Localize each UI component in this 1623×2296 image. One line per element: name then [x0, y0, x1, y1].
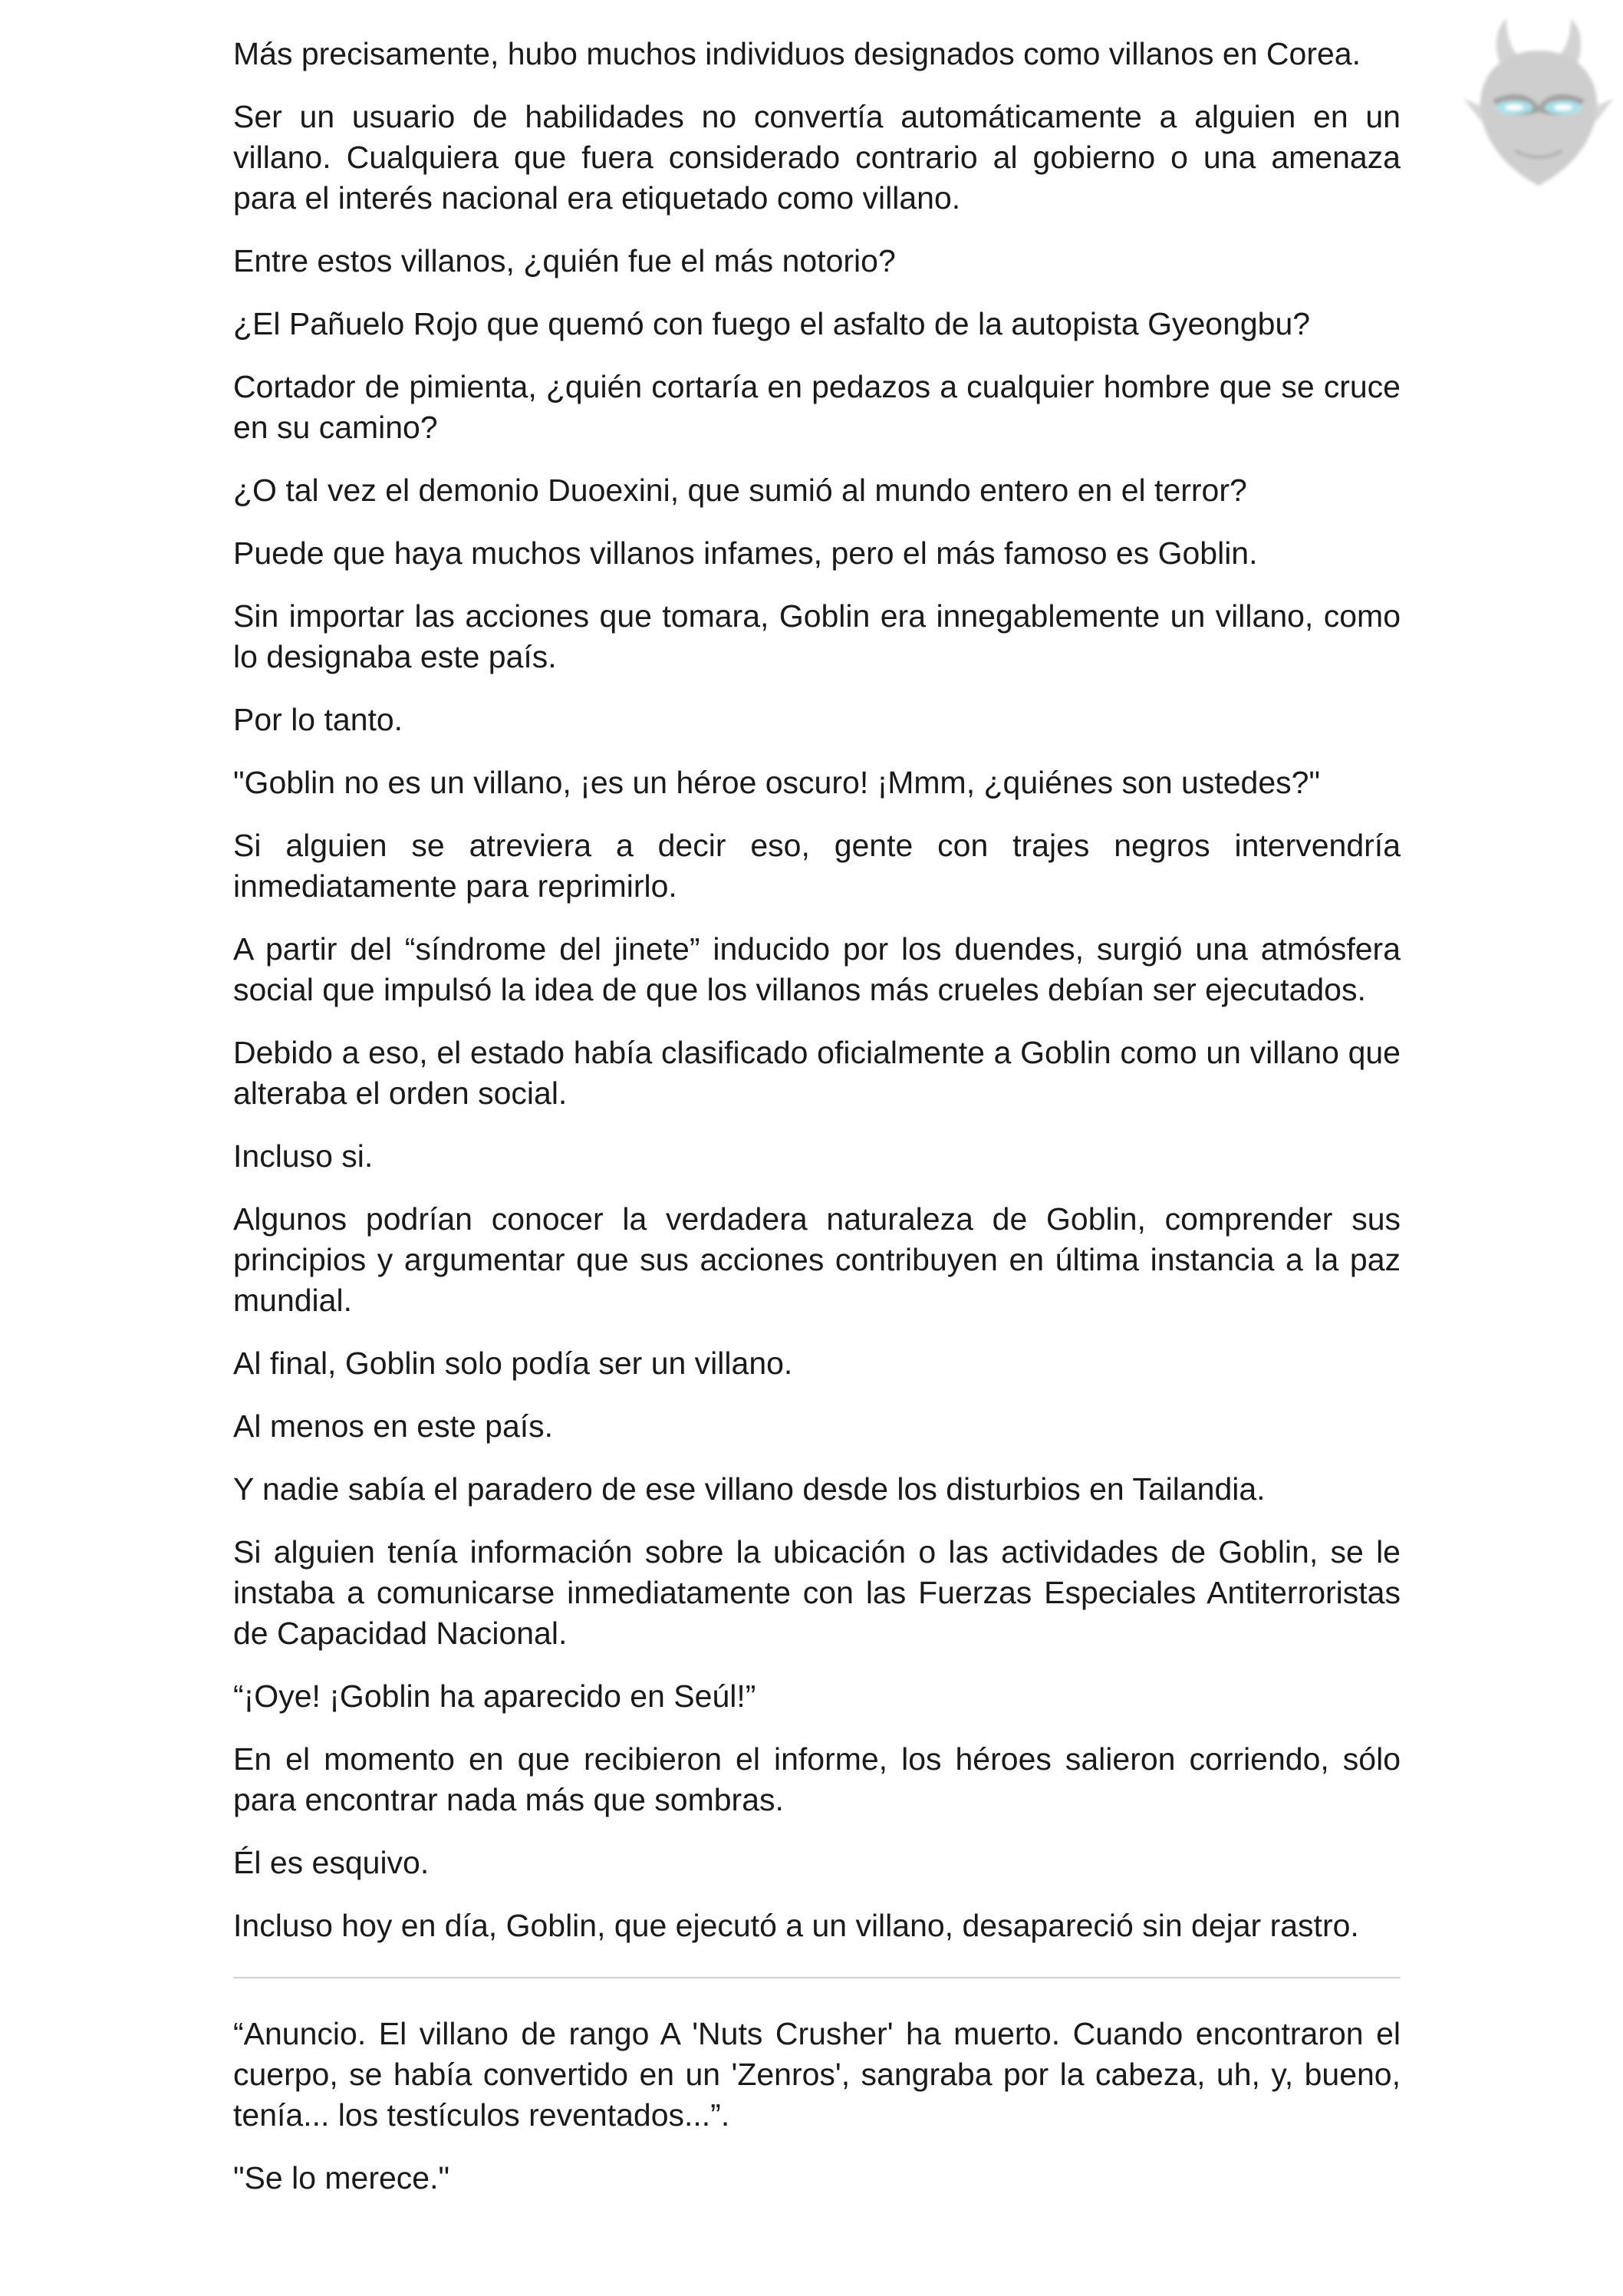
- paragraph: "Goblin no es un villano, ¡es un héroe oscuro! ¡Mmm, ¿quiénes son ustedes?": [233, 765, 1321, 800]
- paragraph: Más precisamente, hubo muchos individuos designados como villanos en Corea.: [233, 36, 1361, 71]
- paragraph: A partir del “síndrome del jinete” inducido por los duendes, surgió una atmósfera social que impulsó la idea de que los villanos más crueles debían ser ejecutados.: [233, 931, 1401, 1007]
- paragraph: Él es esquivo.: [233, 1845, 430, 1880]
- paragraph: Cortador de pimienta, ¿quién cortaría en pedazos a cualquier hombre que se cruce en su camino?: [233, 369, 1401, 445]
- paragraph: Debido a eso, el estado había clasificado oficialmente a Goblin como un villano que alteraba el orden social.: [233, 1035, 1401, 1111]
- paragraph: Al menos en este país.: [233, 1408, 554, 1444]
- paragraph: ¿O tal vez el demonio Duoexini, que sumió al mundo entero en el terror?: [233, 473, 1247, 508]
- after-divider-text: [233, 2014, 1401, 2199]
- paragraph: Algunos podrían conocer la verdadera naturaleza de Goblin, comprender sus principios y argumentar que sus acciones contribuyen en última instancia a la paz mundial.: [233, 1201, 1401, 1318]
- paragraph: En el momento en que recibieron el informe, los héroes salieron corriendo, sólo para encontrar nada más que sombras.: [233, 1741, 1401, 1817]
- document-body: [233, 34, 1401, 2221]
- paragraph: “¡Oye! ¡Goblin ha aparecido en Seúl!”: [233, 1678, 756, 1714]
- paragraph: Sin importar las acciones que tomara, Goblin era innegablemente un villano, como lo designaba este país.: [233, 598, 1401, 674]
- paragraph: Y nadie sabía el paradero de ese villano desde los disturbios en Tailandia.: [233, 1471, 1266, 1507]
- paragraph: ¿El Pañuelo Rojo que quemó con fuego el asfalto de la autopista Gyeongbu?: [233, 306, 1311, 341]
- paragraph: “Anuncio. El villano de rango A 'Nuts Crusher' ha muerto. Cuando encontraron el cuerpo, se había convertido en un 'Zenros', sangraba por la cabeza, uh, y, bueno, tenía... los testículos reventados...”.: [233, 2016, 1401, 2133]
- paragraph: Incluso hoy en día, Goblin, que ejecutó a un villano, desapareció sin dejar rastro.: [233, 1908, 1359, 1943]
- paragraph: Al final, Goblin solo podía ser un villano.: [233, 1346, 793, 1381]
- demon-head-icon: [1462, 15, 1615, 189]
- paragraph: Si alguien tenía información sobre la ubicación o las actividades de Goblin, se le instaba a comunicarse inmediatamente con las Fuerzas Especiales Antiterroristas de Capacidad Nacional.: [233, 1534, 1401, 1651]
- paragraph: Si alguien se atreviera a decir eso, gente con trajes negros intervendría inmediatamente para reprimirlo.: [233, 828, 1401, 904]
- paragraph: "Se lo merece.": [233, 2160, 450, 2196]
- paragraph: Incluso si.: [233, 1138, 374, 1174]
- section-divider: [233, 1977, 1401, 1978]
- paragraph: Por lo tanto.: [233, 702, 403, 737]
- paragraph: Ser un usuario de habilidades no convertía automáticamente a alguien en un villano. Cualquiera que fuera considerado contrario al gobierno o una amenaza para el interés nacional era etiquetado como villano.: [233, 99, 1401, 216]
- paragraph: Puede que haya muchos villanos infames, pero el más famoso es Goblin.: [233, 535, 1258, 571]
- paragraph: Entre estos villanos, ¿quién fue el más notorio?: [233, 243, 896, 278]
- main-text: [233, 34, 1401, 1946]
